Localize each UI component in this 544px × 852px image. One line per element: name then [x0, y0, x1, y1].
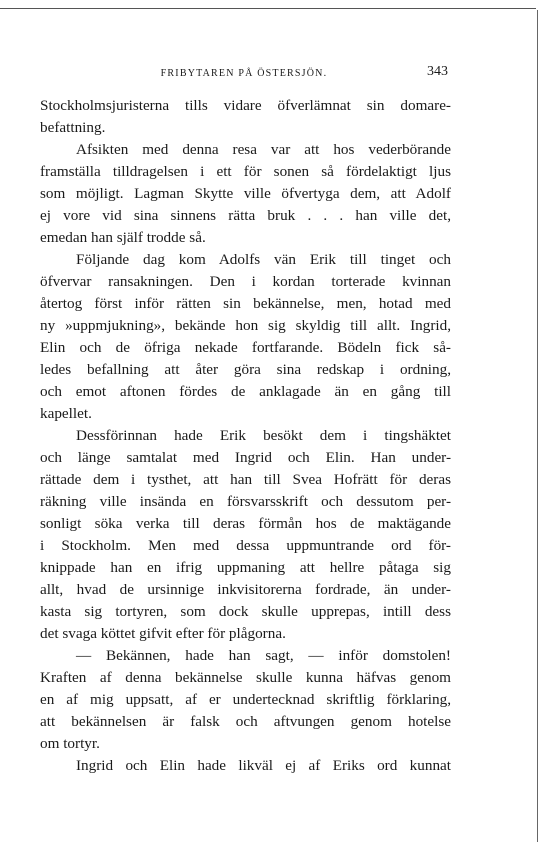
paragraph-first-line: Dessförinnan hade Erik besökt dem i tingshäktet [76, 427, 451, 444]
paragraph-first-line: Ingrid och Elin hade likväl ej af Eriks ord kunnat [76, 757, 451, 774]
text-line: allt, hvad de ursinnige inkvisitorerna fordrade, än under- [40, 581, 451, 598]
text-line: det svaga köttet gifvit efter för plågorna. [40, 625, 286, 642]
text-line: Elin och de öfriga nekade fortfarande. Bödeln fick så- [40, 339, 451, 356]
text-line: ny »uppmjukning», bekände hon sig skyldig till allt. Ingrid, [40, 317, 451, 334]
running-title: FRIBYTAREN PÅ ÖSTERSJÖN. [160, 68, 328, 79]
text-line: att bekännelsen är falsk och aftvungen genom hotelse [40, 713, 451, 730]
text-line: emedan han själf trodde så. [40, 229, 206, 246]
paragraph-first-line: Följande dag kom Adolfs vän Erik till tinget och [76, 251, 451, 268]
text-line: rättade dem i tysthet, att han till Svea Hofrätt för deras [40, 471, 451, 488]
text-line: sonligt söka verka till deras förmån hos de maktägande [40, 515, 451, 532]
right-page-edge [537, 10, 538, 842]
text-line: kasta sig tortyren, som dock skulle upprepas, intill dess [40, 603, 451, 620]
text-line: som möjligt. Lagman Skytte ville öfvertyga dem, att Adolf [40, 185, 451, 202]
text-line: öfvervar ransakningen. Den i kordan torterade kvinnan [40, 273, 451, 290]
text-line: återtog först inför rätten sin bekännelse, men, hotad med [40, 295, 451, 312]
text-line: om tortyr. [40, 735, 100, 752]
paragraph-first-line: Afsikten med denna resa var att hos vederbörande [76, 141, 451, 158]
body-text [40, 95, 451, 777]
text-line: och länge samtalat med Ingrid och Elin. Han under- [40, 449, 451, 466]
text-line: Kraften af denna bekännelse skulle kunna häfvas genom [40, 669, 451, 686]
running-header [40, 64, 448, 84]
text-line: knippade han en ifrig uppmaning att hellre påtaga sig [40, 559, 451, 576]
text-line: framställa tilldragelsen i ett för sonen så fördelaktigt ljus [40, 163, 451, 180]
text-line: räkning ville insända en försvarsskrift och dessutom per- [40, 493, 451, 510]
text-line: befattning. [40, 119, 106, 136]
top-border-rule [0, 8, 536, 9]
text-line: och emot aftonen fördes de anklagade än en gång till [40, 383, 451, 400]
text-line: en af mig uppsatt, af er undertecknad skriftlig förklaring, [40, 691, 451, 708]
text-line: ledes befallning att åter göra sina redskap i ordning, [40, 361, 451, 378]
text-line: Stockholmsjuristerna tills vidare öfverlämnat sin domare- [40, 97, 451, 114]
paragraph-first-line: — Bekännen, hade han sagt, — inför domstolen! [76, 647, 451, 664]
text-line: i Stockholm. Men med dessa uppmuntrande ord för- [40, 537, 451, 554]
text-line: ej vore vid sina sinnens rätta bruk . . . han ville det, [40, 207, 451, 224]
page-number: 343 [427, 64, 448, 79]
text-line: kapellet. [40, 405, 92, 422]
